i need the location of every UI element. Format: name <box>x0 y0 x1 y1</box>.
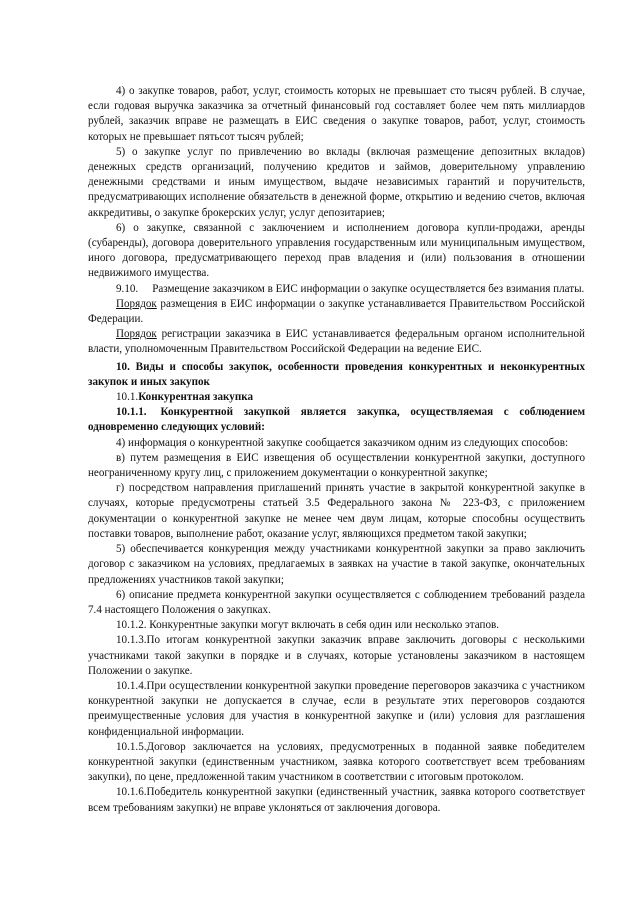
paragraph-item-5-financial-services: 5) о закупке услуг по привлечению во вклады (включая размещение депозитных вкладов) денежных средств организаций, получению кредитов и займов, доверительному управлению денежными средствами и иным имуществом, выдаче независимых гарантий и поручительств, предусматривающих исполнение обязательств в денежной форме, открытию и ведению счетов, включая аккредитивы, о закупке брокерских услуг, услуг депозитариев; <box>88 145 585 219</box>
clause-10-1-1 <box>88 405 585 435</box>
clause-text: Конкурентной закупкой является закупка, осуществляемая с соблюдением одновременно следующих условий: <box>88 406 585 434</box>
clause-9-10 <box>88 282 585 297</box>
section-10-heading: 10. Виды и способы закупок, особенности проведения конкурентных и неконкурентных закупок и иных закупок <box>88 360 585 388</box>
clause-10-1-6: 10.1.6.Победитель конкурентной закупки (единственный участник, заявка которого соответствует всем требованиям закупки) не вправе уклоняться от заключения договора. <box>88 786 585 814</box>
clause-text: Размещение заказчиком в ЕИС информации о закупке осуществляется без взимания платы. <box>152 282 585 295</box>
condition-item-v-eis-notice: в) путем размещения в ЕИС извещения об осуществлении конкурентной закупки, доступного неограниченному кругу лиц, с приложением документации о конкурентной закупке; <box>88 451 585 480</box>
condition-item-4-information: 4) информация о конкурентной закупке сообщается заказчиком одним из следующих способов: <box>116 436 569 449</box>
order-placement-link[interactable]: Порядок <box>116 297 157 310</box>
paragraph-order-registration <box>88 327 585 357</box>
order-registration-link[interactable]: Порядок <box>116 328 157 341</box>
subsection-10-1-heading <box>88 390 585 405</box>
paragraph-order-placement <box>88 297 585 327</box>
subsection-number: 10.1. <box>116 391 139 404</box>
order-registration-text: регистрации заказчика в ЕИС устанавливается федеральным органом исполнительной власти, уполномоченным Правительством Российской Федерации на ведение ЕИС. <box>88 328 585 356</box>
clause-10-1-4: 10.1.4.При осуществлении конкурентной закупки проведение переговоров заказчика с участником конкурентной закупки не допускается в случае, если в результате этих переговоров создаются преимущественные условия для участия в конкурентной закупке и (или) условия для разглашения конфиденциальной информации. <box>88 679 585 738</box>
clause-10-1-3: 10.1.3.По итогам конкурентной закупки заказчик вправе заключить договоры с несколькими участниками такой закупки в порядке и в случаях, которые установлены заказчиком в настоящем Положении о закупке. <box>88 634 585 677</box>
clause-10-1-5: 10.1.5.Договор заключается на условиях, предусмотренных в поданной заявке победителем конкурентной закупки (единственным участником, заявка которого соответствует всем требованиям закупки), по цене, предложенной таким участником в соответствии с итоговым протоколом. <box>88 740 585 784</box>
paragraph-item-4-low-value: 4) о закупке товаров, работ, услуг, стоимость которых не превышает сто тысяч рублей. В случае, если годовая выручка заказчика за отчетный финансовый год составляет более чем пять миллиардов рублей, заказчик вправе не размещать в ЕИС сведения о закупке товаров, работ, услуг, стоимость которых не превышает пятьсот тысяч рублей; <box>88 85 585 143</box>
condition-item-6-description: 6) описание предмета конкурентной закупки осуществляется с соблюдением требований раздела 7.4 настоящего Положения о закупках. <box>88 588 585 616</box>
clause-number: 10.1.1. <box>116 406 147 419</box>
clause-number: 9.10. <box>116 282 139 295</box>
condition-item-g-invitations: г) посредством направления приглашений принять участие в закрытой конкурентной закупке в случаях, которые предусмотрены статьей 3.5 Федерального закона № 223-ФЗ, с приложением документации о конкурентной закупке не менее чем двум лицам, которые способны осуществить поставки товаров, выполнение работ, оказание услуг, являющихся предметом такой закупки; <box>88 482 585 540</box>
paragraph-item-6-real-estate: 6) о закупке, связанной с заключением и исполнением договора купли-продажи, аренды (субаренды), договора доверительного управления государственным или муниципальным имуществом, иного договора, предусматривающего переход прав владения и (или) пользования в отношении недвижимого имущества. <box>88 221 585 280</box>
subsection-title: Конкурентная закупка <box>138 391 253 404</box>
order-placement-text: размещения в ЕИС информации о закупке устанавливается Правительством Российской Федерации. <box>88 297 585 326</box>
clause-10-1-2: 10.1.2. Конкурентные закупки могут включать в себя один или несколько этапов. <box>116 619 500 632</box>
document-body <box>88 84 585 816</box>
condition-item-5-competition: 5) обеспечивается конкуренция между участниками конкурентной закупки за право заключить договор с заказчиком на условиях, предлагаемых в заявках на участие в такой закупке, окончательных предложениях участников такой закупки; <box>88 543 585 586</box>
